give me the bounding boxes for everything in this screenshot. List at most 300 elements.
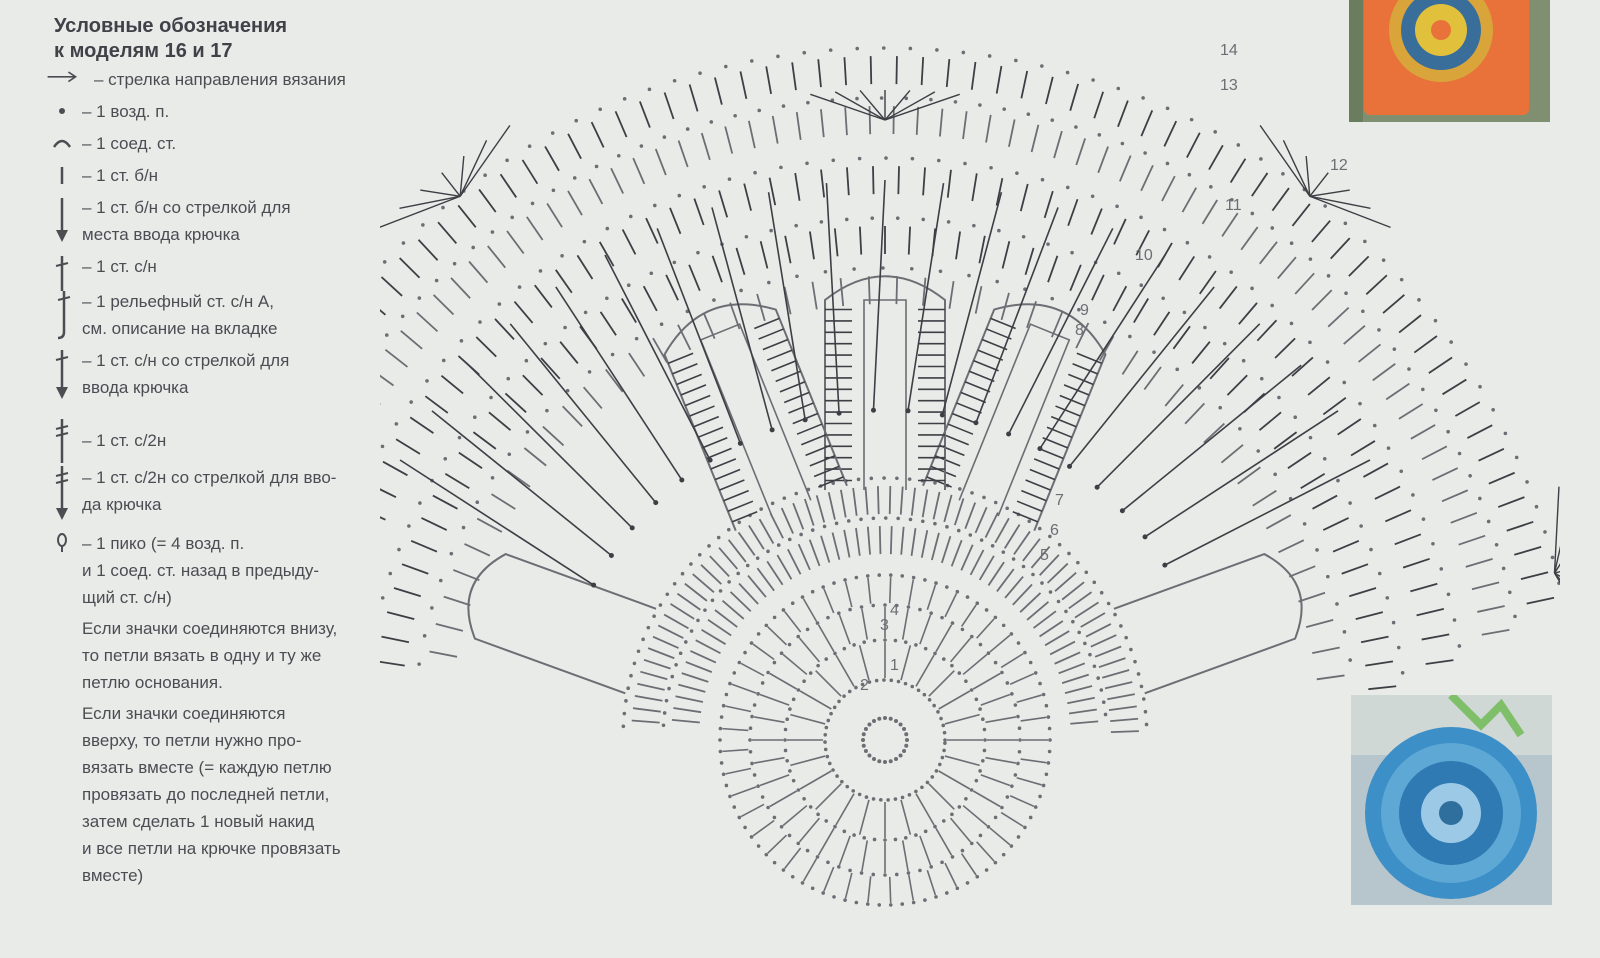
chain-dot [528,144,532,148]
chain-dot [816,621,820,625]
stitch [1467,425,1492,438]
chain-dot [980,538,984,542]
stitch [810,232,814,260]
chain-dot [1407,367,1411,371]
stitch [777,555,791,579]
stitch [739,583,758,603]
stitch [507,471,530,487]
chain-dot-icon [46,98,78,125]
relief-double-crochet-icon [46,288,78,342]
chain-dot [975,601,979,605]
stitch [816,784,841,809]
chain-dot [777,543,781,547]
chain-dot [728,177,732,181]
chain-dot [881,266,885,270]
chain-dot [782,868,786,872]
stitch [1422,446,1447,459]
chain-dot [835,522,839,526]
chain-dot [867,754,871,758]
chain-dot [997,229,1001,233]
chain-dot [1022,565,1026,569]
note-line: Если значки соединяются [82,704,286,723]
chain-dot [883,716,887,720]
chain-dot [491,476,495,480]
chain-dot [983,738,987,742]
row-number: 11 [1225,197,1242,214]
chain-dot [1336,479,1340,483]
chain-dot [970,688,974,692]
chain-dot [670,675,674,679]
chain-dot [829,48,833,52]
arrow-head [591,583,596,588]
stitch [847,167,849,195]
stitch [836,655,854,686]
chain-dot [737,520,741,524]
stitch [981,695,1010,706]
stitch [640,672,667,680]
stitch [1349,256,1369,276]
chain-dot [912,576,916,580]
chain-dot [698,553,702,557]
stitch [394,588,421,596]
stitch [956,403,981,413]
stitch [977,619,994,638]
stitch [685,395,710,405]
stitch [1385,510,1411,521]
chain-dot [629,215,633,219]
chain-dot [894,757,898,761]
single-crochet-arrow-icon [46,194,78,248]
stitch [1359,344,1381,361]
chain-dot [397,548,401,552]
stitch [922,57,924,85]
chain-dot [899,722,903,726]
chain-dot [1015,171,1019,175]
stitch [400,258,420,278]
chain-dot [1100,688,1104,692]
stitch [1065,686,1092,693]
chain-dot [738,661,742,665]
chain-dot [722,773,726,777]
stitch [949,281,953,309]
chain-dot [1010,844,1014,848]
stitch [436,624,463,631]
chain-dot [1387,446,1391,450]
petal-loop [1114,554,1302,693]
chain-dot [894,797,898,801]
chain-dot [746,564,750,568]
chain-dot [1115,204,1119,208]
chain-dot [855,97,859,101]
chain-dot [1002,624,1006,628]
chain-dot [1359,524,1363,528]
chain-dot [894,838,898,842]
stitch [986,115,991,143]
stitch [492,494,516,509]
stitch [940,109,943,137]
stitch [973,791,1000,807]
chain-dot [1088,653,1092,657]
chain-dot [802,679,806,683]
chain-dot [951,855,955,859]
chain-dot [867,722,871,726]
chain-dot [909,518,913,522]
chain-dot [1104,713,1108,717]
stitch [1110,719,1138,721]
stitch [988,562,1004,585]
chain-dot [779,166,783,170]
chain-dot [769,229,773,233]
chain-dot [1045,773,1049,777]
stitch [788,549,801,574]
stitch [664,615,688,629]
chain-dot [1006,795,1010,799]
stitch [1489,473,1515,484]
legend-item-single-crochet [46,162,386,189]
chain-dot [1016,715,1020,719]
stitch [801,435,826,445]
chain-dot [1382,258,1386,262]
chain-dot [1124,636,1128,640]
chain-dot [933,522,937,526]
chain-dot [956,590,960,594]
arrow-head [738,441,743,446]
chain-dot [1141,96,1145,100]
chain-dot [720,715,724,719]
chain-dot [743,826,747,830]
stitch [821,170,824,198]
stitch [701,565,721,584]
stitch [584,387,602,408]
stitch [1102,670,1129,678]
chain-dot [1145,723,1149,727]
stitch [741,804,764,816]
chain-dot [722,704,726,708]
stitch [819,828,835,855]
chain-dot [418,296,422,300]
stitch [1001,813,1023,827]
stitch [380,661,405,665]
stitch [396,439,420,454]
chain-dot [886,798,890,802]
stitch [860,227,861,255]
legend-item-text [82,253,386,280]
stitch [1417,609,1444,615]
chain-dot [761,681,765,685]
legend-text-line: и 1 соед. ст. назад в предыду- [82,561,320,580]
chain-dot [728,795,732,799]
stitch [760,519,774,543]
chain-dot [776,55,780,59]
chain-dot [1309,436,1313,440]
chain-dot [852,833,856,837]
stitch [1241,227,1257,250]
stitch [421,518,446,530]
arrow-stitch [556,287,682,480]
stitch [768,835,787,853]
stitch [732,684,756,693]
stitch [1317,675,1345,679]
chain-dot [1399,469,1403,473]
stitch [1252,173,1268,196]
stitch [681,385,706,395]
chain-dot [1137,672,1141,676]
chain-dot [802,51,806,55]
chain-dot [966,595,970,599]
chain-dot [689,562,693,566]
stitch [1239,303,1257,324]
stitch [505,393,526,412]
stitch [1069,592,1092,608]
chain-dot [732,805,736,809]
stitch [1010,796,1034,807]
chain-dot [748,738,752,742]
chain-dot [1071,620,1075,624]
stitch [890,577,891,603]
chain-dot [1001,550,1005,554]
stitch [1442,490,1468,501]
stitch [724,491,749,501]
arrow-stitch [1040,255,1165,449]
stitch [1055,573,1076,591]
stitch [707,448,732,458]
stitch [671,604,695,619]
chain-dot [425,379,429,383]
chain-dot [749,750,753,754]
chain-dot [958,671,962,675]
stitch [1443,380,1467,395]
stitch [990,635,1010,652]
chain-dot [1188,173,1192,177]
chain-dot [837,700,841,704]
chain-dot [797,788,801,792]
stitch [903,609,908,640]
chain-dot [794,492,798,496]
chain-dot [563,326,567,330]
chain-dot [1070,251,1074,255]
note-line: вязать вместе (= каждую петлю [82,758,332,777]
chain-dot [1449,340,1453,344]
arrow-head [1120,508,1125,513]
chain-dot [750,641,754,645]
stitch [1266,515,1290,529]
stitch [1365,661,1393,665]
stitch [824,589,834,613]
chain-dot [1092,581,1096,585]
note-line: петлю основания. [82,673,223,692]
stitch [990,828,1010,845]
stitch [1306,620,1333,627]
stitch [676,696,703,702]
stitch [710,556,729,576]
chain-dot [816,855,820,859]
stitch [728,501,753,511]
chain-dot [1100,591,1104,595]
chain-dot [988,54,992,58]
stitch [445,474,469,489]
stitch [715,77,722,104]
chain-dot [1335,602,1339,606]
chain-dot [1535,505,1539,509]
legend-text-line: – 1 ст. с/2н [82,431,167,450]
chain-dot [1116,87,1120,91]
chain-dot [869,477,873,481]
chain-dot [809,671,813,675]
chain-dot [1422,517,1426,521]
chain-dot [660,322,664,326]
chain-dot [929,98,933,102]
chain-dot [1041,178,1045,182]
stitch [961,545,972,571]
chain-dot [551,131,555,135]
chain-dot [767,281,771,285]
chain-dot [883,760,887,764]
stitch [387,612,414,619]
chain-dot [941,756,945,760]
stitch [600,242,614,266]
chain-dot [1040,64,1044,68]
stitch [434,295,454,315]
row-number: 2 [860,677,869,694]
chain-dot [605,296,609,300]
chain-dot [648,88,652,92]
chain-dot [833,706,837,710]
chain-dot [848,608,852,612]
chain-dot [994,661,998,665]
chain-dot [1022,235,1026,239]
chain-dot [773,861,777,865]
stitch [951,638,971,662]
stitch [479,189,496,212]
legend-item-text [94,66,386,93]
chain-dot [526,430,530,434]
stitch [790,756,825,765]
chain-dot [757,844,761,848]
chain-dot [1259,157,1263,161]
arrow-head [973,420,978,425]
stitch [653,637,679,648]
chain-dot [943,731,947,735]
stitch [1062,675,1089,684]
chain-dot [1018,738,1022,742]
stitch [1185,403,1204,423]
chain-dot [935,48,939,52]
stitch [955,498,964,525]
chain-dot [870,216,874,220]
chain-dot [862,836,866,840]
chain-dot [938,763,942,767]
stitch [932,533,939,560]
chain-dot [954,100,958,104]
note-line: и все петли на крючке провязать [82,839,341,858]
stitch [812,282,816,310]
stitch [672,720,700,723]
chain-dot [829,712,833,716]
stitch [916,794,934,825]
stitch [1118,101,1128,127]
chain-dot [757,109,761,113]
chain-dot [942,657,946,661]
stitch [744,184,751,211]
stitch [1005,577,1023,598]
stitch [1375,487,1400,499]
chain-dot [510,216,514,220]
stitch [1173,326,1190,349]
chain-dot [782,608,786,612]
chain-dot [402,241,406,245]
chain-dot [852,267,856,271]
chain-dot [1468,474,1472,478]
stitch [545,146,559,170]
chain-dot [478,320,482,324]
chain-dot [963,162,967,166]
chain-dot [858,157,862,161]
chain-dot [1478,385,1482,389]
stitch [1521,572,1548,579]
chain-dot [929,611,933,615]
fan-cluster [1260,125,1310,196]
stitch [722,750,748,752]
chain-dot [1049,590,1053,594]
chain-dot [970,788,974,792]
chain-dot [961,628,965,632]
stitch [1179,256,1194,280]
chain-dot [1543,530,1547,534]
stitch [1222,213,1238,236]
stitch [997,569,1014,591]
chain-dot [1048,738,1052,742]
double-crochet-arrow-icon [46,347,78,405]
stitch [974,361,999,371]
double-crochet-icon [46,253,78,293]
chain-dot [773,616,777,620]
stitch [1154,312,1169,335]
chain-dot [872,517,876,521]
stitch [438,222,456,243]
chain-dot [1038,527,1042,531]
stitch [965,503,975,529]
chain-dot [1076,561,1080,565]
stitch [1182,188,1196,212]
chain-dot [865,795,869,799]
chain-dot [539,269,543,273]
chain-dot [933,652,937,656]
chain-dot [686,127,690,131]
chain-dot [872,719,876,723]
stitch [866,487,868,515]
stitch [903,840,908,871]
stitch [637,684,664,690]
stitch [689,265,700,291]
chain-dot [765,624,769,628]
stitch [1026,480,1051,490]
chain-dot [1000,806,1004,810]
legend-text-line: – 1 ст. с/2н со стрелкой для вво- [82,468,337,487]
chain-dot [725,693,729,697]
stitch [535,285,552,307]
chain-dot [1133,660,1137,664]
stitch [920,615,931,644]
chain-dot [1256,449,1260,453]
stitch [945,756,980,765]
chain-dot [1017,641,1021,645]
chain-dot [421,223,425,227]
note-join-top [82,700,386,889]
stitch [380,369,393,385]
chain-dot [395,422,399,426]
chain-dot [1047,715,1051,719]
chain-dot [1096,676,1100,680]
